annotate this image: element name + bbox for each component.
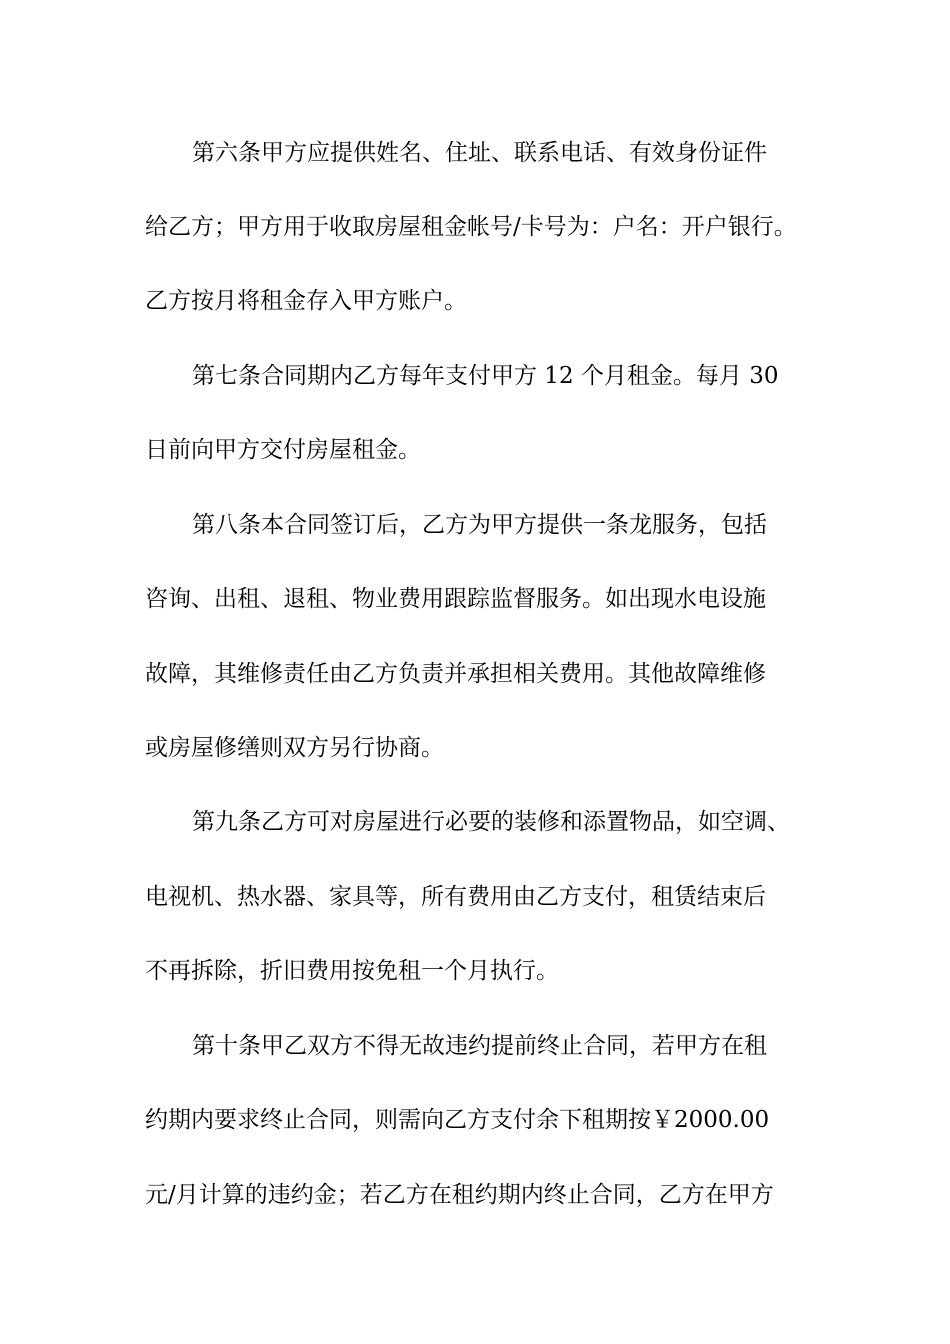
clause-8-line-4: 或房屋修缮则双方另行协商。 [145,735,444,761]
clause-6-line-2: 给乙方；甲方用于收取房屋租金帐号/卡号为：户名：开户银行。 [145,214,797,240]
clause-10-line-3: 元/月计算的违约金；若乙方在租约期内终止合同，乙方在甲方 [145,1182,774,1208]
clause-9-line-3: 不再拆除，折旧费用按免租一个月执行。 [145,958,559,984]
clause-10-line-2: 约期内要求终止合同，则需向乙方支付余下租期按￥2000.00 [145,1107,770,1133]
clause-9-line-1: 第九条乙方可对房屋进行必要的装修和添置物品，如空调、 [192,809,790,835]
clause-8-line-3: 故障，其维修责任由乙方负责并承担相关费用。其他故障维修 [145,661,766,687]
clause-8-line-2: 咨询、出租、退租、物业费用跟踪监督服务。如出现水电设施 [145,586,766,612]
clause-7-line-1: 第七条合同期内乙方每年支付甲方 12 个月租金。每月 30 [192,363,779,389]
clause-6-line-3: 乙方按月将租金存入甲方账户。 [145,288,467,314]
clause-6-line-1: 第六条甲方应提供姓名、住址、联系电话、有效身份证件 [192,140,767,166]
clause-8-line-1: 第八条本合同签订后，乙方为甲方提供一条龙服务，包括 [192,512,767,538]
clause-10-line-1: 第十条甲乙双方不得无故违约提前终止合同，若甲方在租 [192,1033,767,1059]
clause-9-line-2: 电视机、热水器、家具等，所有费用由乙方支付，租赁结束后 [145,884,766,910]
clause-7-line-2: 日前向甲方交付房屋租金。 [145,437,421,463]
